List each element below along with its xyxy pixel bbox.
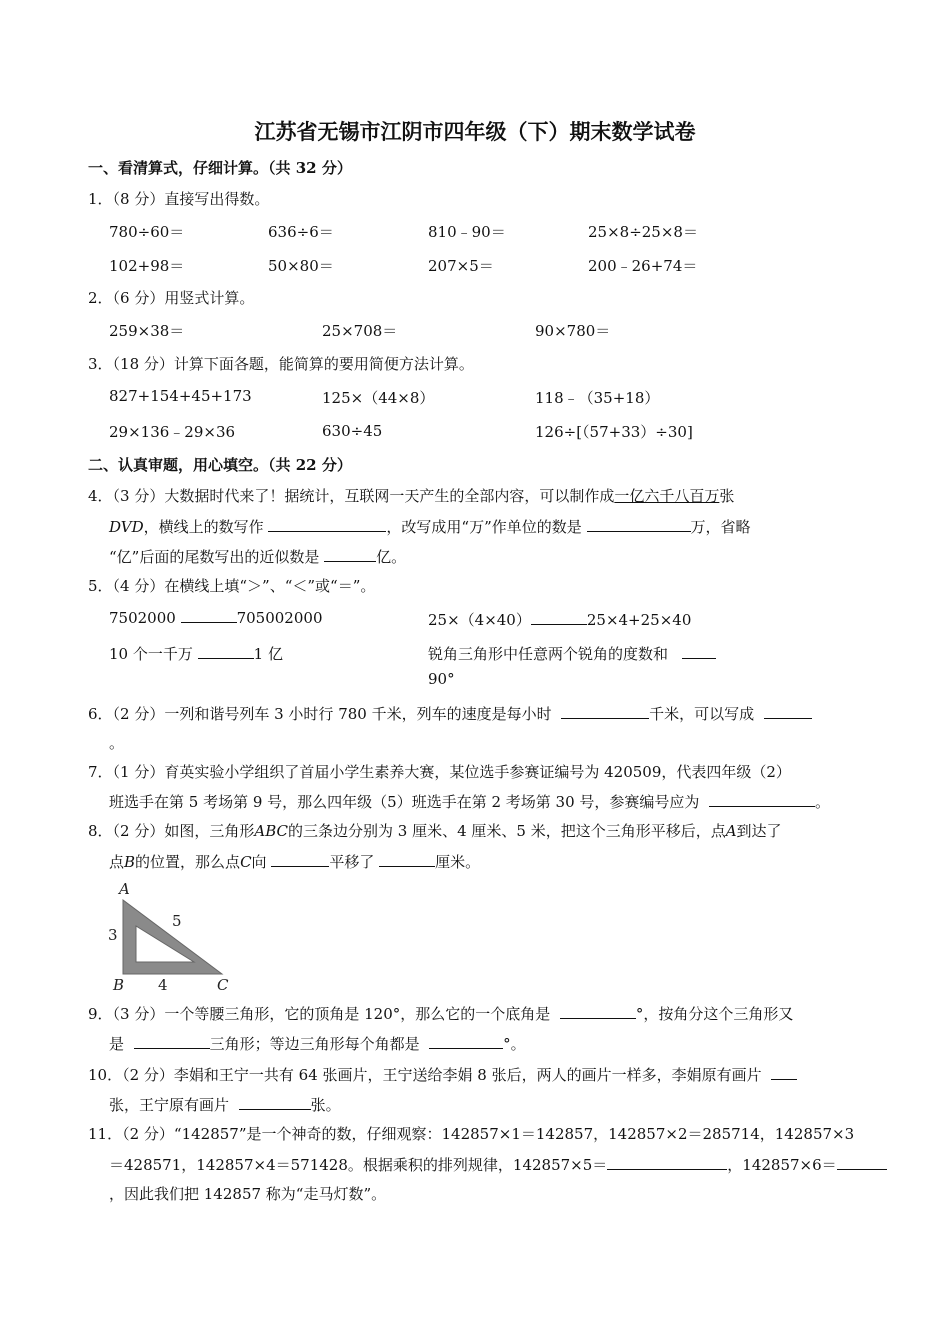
side-length-left: 3	[108, 926, 118, 944]
q3-item: 118﹣（35+18）	[535, 389, 660, 407]
q11-line-2	[109, 1154, 887, 1175]
q5-text: 锐角三角形中任意两个锐角的度数和	[428, 645, 669, 663]
q4-dvd: DVD	[109, 518, 144, 536]
q4-text: “亿”后面的尾数写出的近似数是	[109, 548, 320, 566]
q11-line-1: 11．（2 分）“142857”是一个神奇的数，仔细观察：142857×1＝142857，142857×2＝285714，142857×3	[88, 1125, 855, 1143]
q10-line-2	[109, 1094, 341, 1115]
q8-text: 向	[251, 853, 267, 871]
q5-text: 25×（4×40）	[428, 611, 531, 629]
q4-line-3	[109, 546, 406, 567]
q2-item: 259×38＝	[109, 322, 185, 340]
q8-text: 到达了	[736, 822, 782, 840]
q4-text: 张	[719, 487, 735, 505]
q5-item-d	[428, 643, 716, 664]
q3-item: 827+154+45+173	[109, 387, 252, 405]
q9-blank-1[interactable]	[560, 1003, 636, 1019]
q7-blank[interactable]	[709, 791, 815, 807]
q1-item: 200﹣26+74＝	[588, 257, 698, 275]
q2-item: 90×780＝	[535, 322, 611, 340]
q8-blank-1[interactable]	[271, 851, 329, 867]
q8-text: 的三条边分别为 3 厘米、4 厘米、5 米，把这个三角形平移后，点	[287, 822, 726, 840]
q3-stem: 3．（18 分）计算下面各题，能简算的要用简便方法计算。	[88, 355, 474, 373]
q8-text: 平移了	[329, 853, 375, 871]
q11-blank-1[interactable]	[607, 1154, 727, 1170]
q4-text: 4．（3 分）大数据时代来了！据统计，互联网一天产生的全部内容，可以制作成	[88, 487, 615, 505]
q3-item: 125×（44×8）	[322, 389, 435, 407]
q6-line-2: 。	[109, 734, 125, 752]
q5-text: 25×4+25×40	[586, 611, 692, 629]
q10-text: 张，王宁原有画片	[109, 1096, 230, 1114]
q5-blank-c[interactable]	[198, 643, 254, 659]
q9-line-1	[88, 1003, 793, 1024]
q8-blank-2[interactable]	[379, 851, 435, 867]
q9-blank-2[interactable]	[134, 1033, 210, 1049]
q8-point-c: C	[240, 853, 252, 871]
q1-item: 102+98＝	[109, 257, 185, 275]
q8-point-b: B	[124, 853, 136, 871]
q4-blank-1[interactable]	[268, 516, 386, 532]
q1-item: 636÷6＝	[268, 223, 334, 241]
q5-text: 10 个一千万	[109, 645, 193, 663]
q5-blank-b[interactable]	[531, 609, 587, 625]
triangle-figure	[102, 878, 242, 996]
q9-line-2	[109, 1033, 526, 1054]
q8-triangle-name: ABC	[254, 822, 288, 840]
q5-blank-d[interactable]	[682, 643, 716, 659]
q8-text: 的位置，那么点	[135, 853, 241, 871]
q10-text: 10．（2 分）李娟和王宁一共有 64 张画片，王宁送给李娟 8 张后，两人的画片一样多，李娟原有画片	[88, 1066, 762, 1084]
q9-text: 三角形；等边三角形每个角都是	[209, 1035, 420, 1053]
label-a: A	[119, 880, 130, 898]
q1-item: 50×80＝	[268, 257, 334, 275]
q10-text: 张。	[310, 1096, 341, 1114]
section-1-heading: 一、看清算式，仔细计算。（共 32 分）	[88, 159, 352, 177]
q10-blank-1[interactable]	[771, 1064, 797, 1080]
q2-item: 25×708＝	[322, 322, 398, 340]
q3-item: 630÷45	[322, 422, 383, 440]
q4-text: ，改写成用“万”作单位的数是	[386, 518, 582, 536]
q2-stem: 2．（6 分）用竖式计算。	[88, 289, 255, 307]
q7-text: 班选手在第 5 考场第 9 号，那么四年级（5）班选手在第 2 考场第 30 号，参赛编号应为	[109, 793, 700, 811]
q1-item: 780÷60＝	[109, 223, 185, 241]
q11-text: ＝428571，142857×4＝571428。根据乘积的排列规律，142857×5＝	[109, 1156, 608, 1174]
q5-text: 7502000	[109, 609, 176, 627]
q8-text: 8．（2 分）如图，三角形	[88, 822, 255, 840]
q11-blank-2[interactable]	[837, 1154, 887, 1170]
q8-text: 厘米。	[435, 853, 481, 871]
q5-text: 705002000	[236, 609, 323, 627]
q1-item: 810﹣90＝	[428, 223, 506, 241]
q5-item-c	[109, 643, 283, 664]
q9-text: 9．（3 分）一个等腰三角形，它的顶角是 120°，那么它的一个底角是	[88, 1005, 551, 1023]
q8-line-1	[88, 821, 782, 841]
q4-line-1	[88, 486, 734, 506]
q1-item: 25×8÷25×8＝	[588, 223, 698, 241]
q5-text: 1 亿	[253, 645, 283, 663]
q8-line-2	[109, 851, 480, 872]
section-2-heading: 二、认真审题，用心填空。（共 22 分）	[88, 456, 352, 474]
label-c: C	[217, 976, 229, 994]
q9-text: °，按角分这个三角形又	[635, 1005, 794, 1023]
q5-item-a	[109, 607, 323, 628]
q10-line-1	[88, 1064, 797, 1085]
q9-blank-3[interactable]	[429, 1033, 503, 1049]
side-length-hypotenuse: 5	[172, 912, 182, 930]
q6-blank-2[interactable]	[764, 703, 812, 719]
q3-item: 126÷[（57+33）÷30]	[535, 423, 693, 441]
q5-stem: 5．（4 分）在横线上填“＞”、“＜”或“＝”。	[88, 577, 376, 595]
q6-text: 千米，可以写成	[649, 705, 755, 723]
side-length-bottom: 4	[158, 976, 168, 994]
q4-text: ，横线上的数写作	[143, 518, 264, 536]
q5-blank-a[interactable]	[181, 607, 237, 623]
q4-line-2	[109, 516, 751, 537]
q8-text: 点	[109, 853, 125, 871]
q6-blank-1[interactable]	[561, 703, 649, 719]
q5-item-d-cont: 90°	[428, 670, 455, 688]
q1-stem: 1．（8 分）直接写出得数。	[88, 190, 270, 208]
q11-line-3: ，因此我们把 142857 称为“走马灯数”。	[109, 1185, 387, 1203]
label-b: B	[113, 976, 125, 994]
q9-text: 是	[109, 1035, 125, 1053]
q6-text: 6．（2 分）一列和谐号列车 3 小时行 780 千米，列车的速度是每小时	[88, 705, 552, 723]
page-title: 江苏省无锡市江阴市四年级（下）期末数学试卷	[254, 119, 696, 144]
q4-underlined-number: 一亿六千八百万	[614, 487, 720, 505]
q5-item-b	[428, 609, 691, 630]
q4-blank-2[interactable]	[587, 516, 691, 532]
q11-text: ，142857×6＝	[727, 1156, 837, 1174]
q1-item: 207×5＝	[428, 257, 494, 275]
q4-blank-3[interactable]	[324, 546, 376, 562]
q6-line-1	[88, 703, 812, 724]
q7-line-1: 7．（1 分）育英实验小学组织了首届小学生素养大赛，某位选手参赛证编号为 420509，代表四年级（2）	[88, 763, 791, 781]
q7-line-2	[109, 791, 830, 812]
q8-point-a: A	[725, 822, 737, 840]
q10-blank-2[interactable]	[239, 1094, 311, 1110]
q3-item: 29×136﹣29×36	[109, 423, 236, 441]
q9-text: °。	[503, 1035, 526, 1053]
q4-text: 万，省略	[690, 518, 751, 536]
q4-text: 亿。	[376, 548, 407, 566]
q7-text: 。	[814, 793, 830, 811]
